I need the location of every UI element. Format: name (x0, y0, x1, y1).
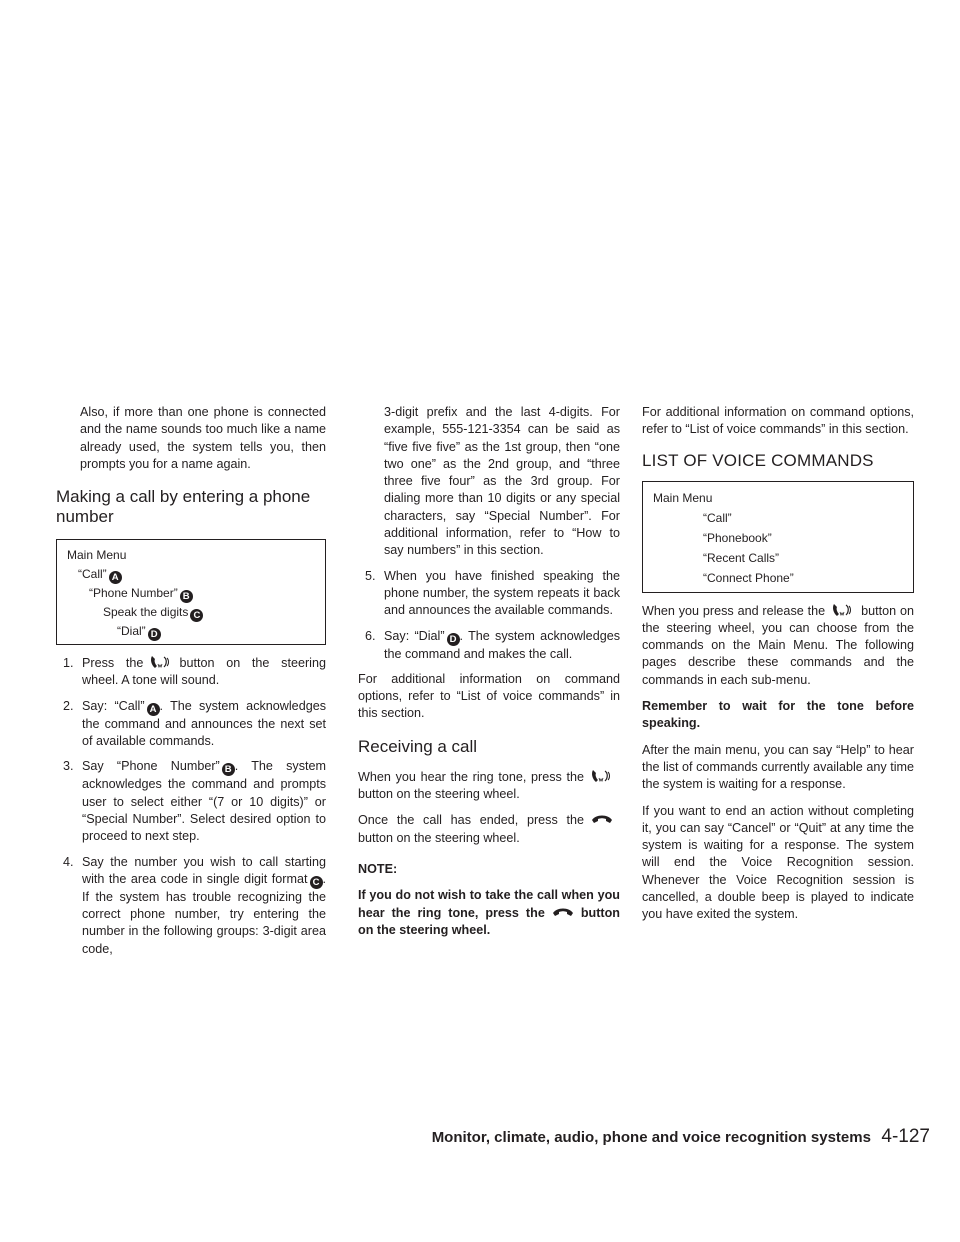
menu-title: Main Menu (653, 490, 713, 505)
end-call-paragraph: Once the call has ended, press thebutton on the steering wheel. (358, 812, 620, 847)
badge-a: A (109, 571, 122, 584)
step-1: 1. Press the button on the steering wheel. A tone will sound. (63, 656, 326, 688)
menu-item-connect-phone: “Connect Phone” (703, 570, 794, 585)
note-label: NOTE: (358, 861, 398, 876)
menu-speak-digits: Speak the digits C (67, 603, 315, 622)
receive-paragraph: When you hear the ring tone, press thebutton on the steering wheel. (358, 769, 620, 804)
step-4: 4. Say the number you wish to call starting with the area code in single digit format C . If the system has trouble recognizing the correct phone number, try entering the number in the following groups: 3-digit area code, (63, 854, 326, 956)
column-1 (56, 404, 326, 966)
menu-item-phonebook: “Phonebook” (703, 530, 772, 545)
note-text: If you do not wish to take the call when you hear the ring tone, press the button on the steering wheel. (358, 888, 620, 937)
step-2: 2. Say: “Call” A . The system acknowledges the command and announces the next set of available commands. (63, 698, 326, 749)
talk-button-icon (590, 769, 614, 783)
badge-d: D (447, 633, 460, 646)
badge-b: B (222, 763, 235, 776)
step-5: 5. When you have finished speaking the phone number, the system repeats it back and announces the available commands. (365, 568, 620, 618)
menu-item-call: “Call” (703, 510, 732, 525)
additional-info: For additional information on command options, refer to “List of voice commands” in this section. (642, 405, 914, 437)
voice-commands-heading: LIST OF VOICE COMMANDS (642, 450, 874, 470)
menu-item-recent-calls: “Recent Calls” (703, 550, 780, 565)
badge-a: A (147, 703, 160, 716)
column-2 (358, 404, 620, 948)
steps-list-continued (358, 568, 620, 663)
step-4-continued: 3-digit prefix and the last 4-digits. For example, 555-121-3354 can be said as “five five five” as the 1st group, then “one two one” as the 2nd group, and “three three five four” as the 3rd group. For dialing more than 10 digits or any special characters, say “Special Number”. For additional information, refer to “How to say numbers” in this section. (384, 405, 620, 558)
voice-menu-box (642, 481, 914, 593)
badge-c: C (310, 876, 323, 889)
main-menu-paragraph: When you press and release the button on the steering wheel, you can choose from the commands on the Main Menu. The following pages describe these commands and the commands in each sub-menu. (642, 603, 914, 687)
main-menu-box (56, 539, 326, 645)
intro-paragraph: Also, if more than one phone is connected and the name sounds too much like a name already used, the system tells you, then prompts you for a name again. (80, 405, 326, 471)
footer-title: Monitor, climate, audio, phone and voice recognition systems (431, 1129, 871, 1146)
step-3: 3. Say “Phone Number” B . The system acknowledges the command and prompts user to select either “(7 or 10 digits)” or “Special Number”. Select desired option to proceed to next step. (63, 759, 326, 844)
wait-tone-note: Remember to wait for the tone before speaking. (642, 699, 914, 731)
additional-info: For additional information on command options, refer to “List of voice commands” in this section. (358, 671, 620, 721)
page-footer (430, 1126, 930, 1148)
step-6: 6. Say: “Dial” D . The system acknowledges the command and makes the call. (365, 628, 620, 661)
cancel-paragraph: If you want to end an action without completing it, you can say “Cancel” or “Quit” at any time the system is waiting for a response. The system will end the Voice Recognition session. Whenever the Voice Recognition session is cancelled, a double beep is played to indicate you have exited the system. (642, 803, 914, 922)
column-3 (642, 404, 914, 933)
badge-c: C (190, 609, 203, 622)
badge-d: D (148, 628, 161, 641)
talk-button-icon (831, 603, 855, 617)
menu-call: “Call” A (67, 565, 315, 584)
receiving-call-heading: Receiving a call (358, 736, 478, 756)
hang-up-button-icon (590, 812, 614, 826)
making-call-heading: Making a call by entering a phone number (56, 487, 311, 527)
help-paragraph: After the main menu, you can say “Help” to hear the list of commands currently available any time the system is waiting for a response. (642, 742, 914, 792)
menu-dial: “Dial” D (67, 622, 315, 641)
badge-b: B (180, 590, 193, 603)
hang-up-button-icon (551, 905, 575, 919)
menu-phone-number: “Phone Number” B (67, 584, 315, 603)
page-number: 4-127 (881, 1126, 930, 1147)
steps-list (56, 655, 326, 958)
talk-button-icon (149, 655, 173, 669)
menu-title: Main Menu (67, 548, 127, 563)
